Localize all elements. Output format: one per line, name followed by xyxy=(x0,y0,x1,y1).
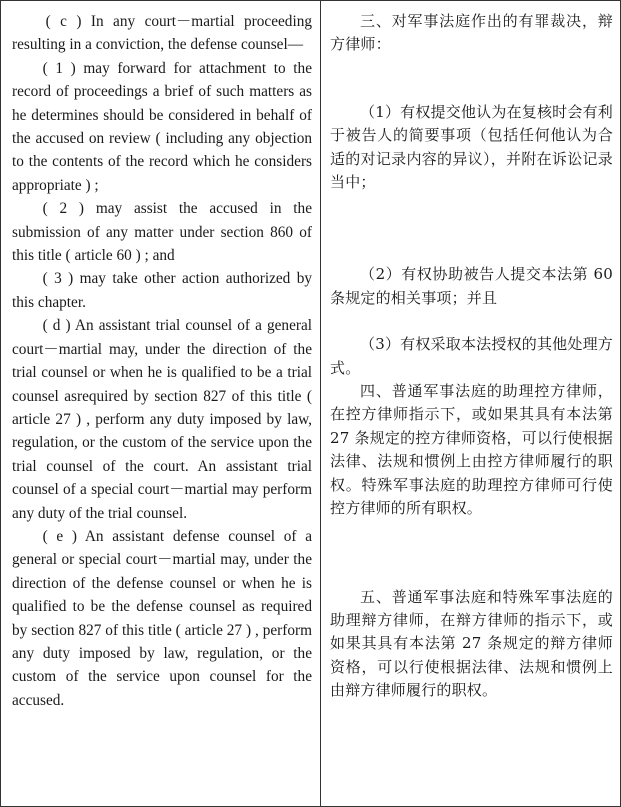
spacer xyxy=(330,194,613,263)
para-3-3-zh: （3）有权采取本法授权的其他处理方式。 xyxy=(330,335,613,377)
spacer xyxy=(330,57,613,101)
para-3-1-zh: （1）有权提交他认为在复核时会有利于被告人的简要事项（包括任何他认为合适的对记录内容的异议），并附在诉讼记录当中； xyxy=(330,102,613,192)
para-c-3: ( 3 ) may take other action authorized by this chapter. xyxy=(12,270,312,311)
para-c-1: ( 1 ) may forward for attachment to the record of proceedings a brief of such matters as he determines should be considered in behalf of the accused on review ( including any objection to the contents of the record which he considers appropriate ) ; xyxy=(12,59,312,194)
para-3-2-zh: （2）有权协助被告人提交本法第 60 条规定的相关事项；并且 xyxy=(330,265,613,307)
spacer xyxy=(330,310,613,333)
para-d: ( d ) An assistant trial counsel of a general court－martial may, under the direction of the trial counsel or when he is qualified to be a trial counsel asrequired by section 827 of this title ( article 27 ) , perform any duty imposed by law, regulation, or the custom of the service upon the trial counsel of the court. An assistant trial counsel of a special court－martial may perform any duty of the trial counsel. xyxy=(12,317,312,522)
para-4-zh: 四、普通军事法庭的助理控方律师，在控方律师指示下，或如果其具有本法第 27 条规定的控方律师资格，可以行使根据法律、法规和惯例上由控方律师履行的职权。特殊军事法庭的助理控方律师可行使控方律师的所有职权。 xyxy=(330,382,613,518)
para-e: ( e ) An assistant defense counsel of a general or special court－martial may, under the direction of the defense counsel or when he is qualified to be the defense counsel as required by section 827 of this title ( article 27 ) , perform any duty imposed by law, regulation, or the custom of the service upon counsel for the accused. xyxy=(12,527,312,709)
chinese-column xyxy=(321,1,621,806)
para-c-intro: ( c ) In any court－martial proceeding resulting in a conviction, the defense counsel— xyxy=(12,13,312,54)
english-column xyxy=(1,1,320,806)
para-c-2: ( 2 ) may assist the accused in the submission of any matter under section 860 of this title ( article 60 ) ; and xyxy=(12,200,312,265)
spacer xyxy=(330,521,613,586)
para-3-intro-zh: 三、对军事法庭作出的有罪裁决，辩方律师： xyxy=(330,12,613,54)
para-5-zh: 五、普通军事法庭和特殊军事法庭的助理辩方律师，在辩方律师的指示下，或如果其具有本法第 27 条规定的辩方律师资格，可以行使根据法律、法规和惯例上由辩方律师履行的职权。 xyxy=(330,587,613,700)
